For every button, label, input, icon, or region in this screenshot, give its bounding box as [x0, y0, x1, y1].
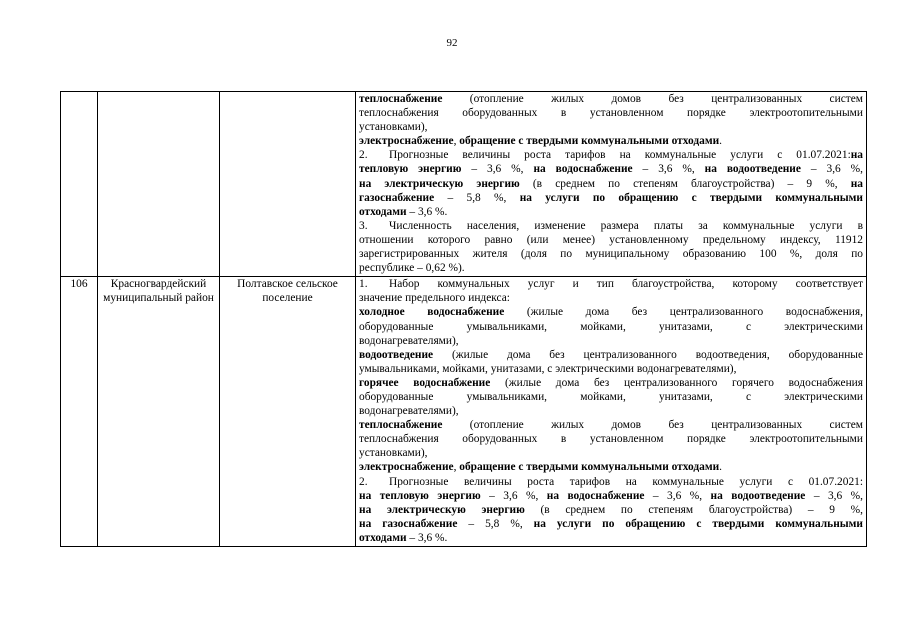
description-line: 3. Численность населения, изменение размера платы за коммунальные услуги в	[359, 219, 863, 232]
row-number-cell: 106	[61, 277, 98, 547]
description-line: умывальниками, мойками, унитазами, с электрическими водонагревателями),	[359, 362, 737, 375]
description-line: 1. Набор коммунальных услуг и тип благоустройства, которому соответствует	[359, 278, 863, 291]
page-number: 92	[446, 37, 458, 49]
district-cell	[98, 92, 220, 277]
description-line: на тепловую энергию – 3,6 %, на водоснабжение – 3,6 %, на водоотведение – 3,6 %,	[359, 489, 863, 502]
district-cell: Красногвардейский муниципальный район	[98, 277, 220, 547]
description-line: установками),	[359, 447, 428, 460]
description-line: отходами – 3,6 %.	[359, 531, 448, 544]
description-line: теплоснабжения оборудованных в установленном порядке электроотопительными	[359, 433, 863, 446]
description-line: значение предельного индекса:	[359, 292, 510, 305]
description-line: теплоснабжение (отопление жилых домов без централизованных систем	[359, 419, 863, 432]
description-line: оборудованные умывальниками, мойками, унитазами, с электрическими	[359, 320, 863, 333]
tariff-table	[60, 91, 867, 547]
description-line: отношении которого равно (или менее) установленному предельному индексу, 11912	[359, 233, 863, 246]
settlement-cell: Полтавское сельское поселение	[220, 277, 356, 547]
settlement-cell	[220, 92, 356, 277]
description-cell	[356, 92, 867, 277]
table-row	[61, 92, 867, 277]
description-line: электроснабжение, обращение с твердыми коммунальными отходами.	[359, 135, 723, 148]
description-line: 2. Прогнозные величины роста тарифов на коммунальные услуги с 01.07.2021:	[359, 475, 863, 488]
description-line: водоотведение (жилые дома без централизованного водоотведения, оборудованные	[359, 348, 863, 361]
description-line: 2. Прогнозные величины роста тарифов на коммунальные услуги с 01.07.2021:на	[359, 149, 863, 162]
description-line: теплоснабжения оборудованных в установленном порядке электроотопительными	[359, 107, 863, 120]
description-line: отходами – 3,6 %.	[359, 205, 448, 218]
description-line: тепловую энергию – 3,6 %, на водоснабжение – 3,6 %, на водоотведение – 3,6 %,	[359, 163, 864, 176]
description-line: водонагревателями),	[359, 334, 459, 347]
description-line: на газоснабжение – 5,8 %, на услуги по обращению с твердыми коммунальными	[359, 517, 863, 530]
description-line: республике – 0,62 %).	[359, 262, 465, 275]
description-line: установками),	[359, 121, 428, 134]
description-line: газоснабжение – 5,8 %, на услуги по обращению с твердыми коммунальными	[359, 191, 863, 204]
description-line: теплоснабжение (отопление жилых домов без централизованных систем	[359, 93, 863, 105]
description-line: на электрическую энергию (в среднем по степеням благоустройства) – 9 %, на	[359, 177, 863, 190]
description-line: холодное водоснабжение (жилые дома без централизованного водоснабжения,	[359, 306, 863, 319]
description-line: горячее водоснабжение (жилые дома без централизованного горячего водоснабжения	[359, 376, 863, 389]
description-line: электроснабжение, обращение с твердыми коммунальными отходами.	[359, 461, 723, 474]
description-line: водонагревателями),	[359, 405, 459, 418]
table-row	[61, 277, 867, 547]
description-cell	[356, 277, 867, 547]
description-line: зарегистрированных жителя (доля по муниципальному образованию 100 %, доля по	[359, 248, 863, 261]
description-line: оборудованные умывальниками, мойками, унитазами, с электрическими	[359, 390, 863, 403]
row-number-cell	[61, 92, 98, 277]
description-line: на электрическую энергию (в среднем по степеням благоустройства) – 9 %,	[359, 503, 863, 516]
